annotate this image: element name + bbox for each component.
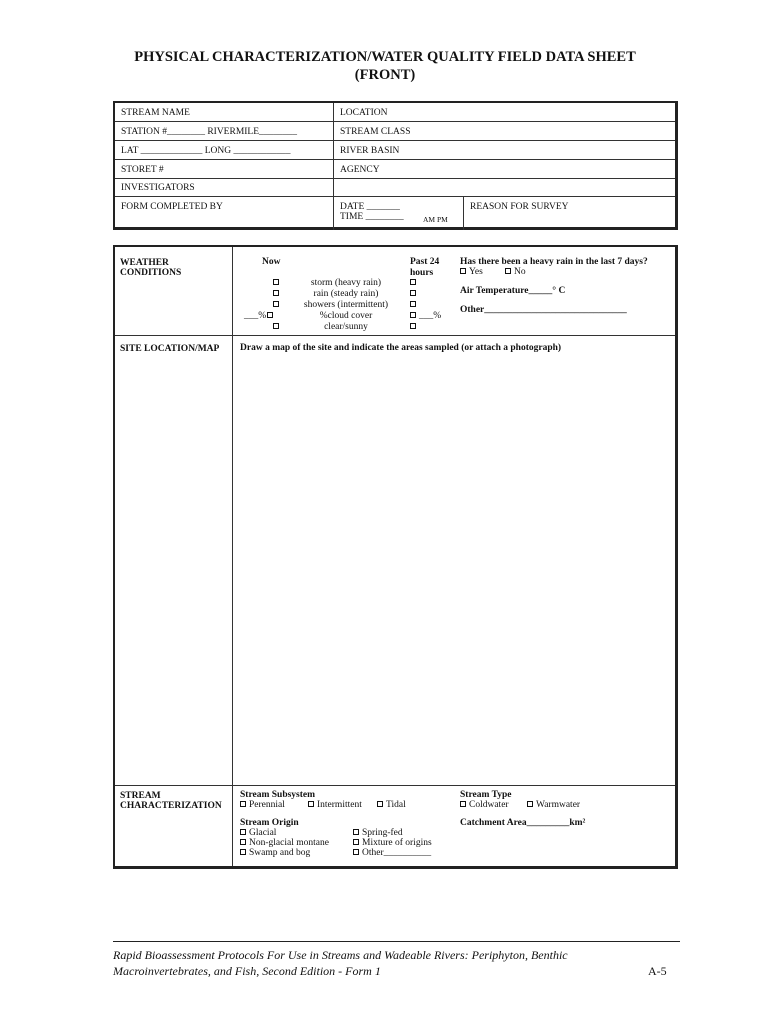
now-rain-checkbox[interactable] <box>273 289 282 300</box>
subsystem-tidal[interactable] <box>377 800 406 811</box>
now-showers-checkbox[interactable] <box>273 300 282 311</box>
past-storm-checkbox[interactable] <box>410 278 419 289</box>
now-cloud-pct[interactable] <box>244 311 276 322</box>
stream-subsystem-title: Stream Subsystem <box>240 790 316 800</box>
subsystem-perennial[interactable] <box>240 800 285 811</box>
stream-class-field[interactable]: STREAM CLASS <box>340 127 411 137</box>
type-coldwater[interactable] <box>460 800 509 811</box>
stream-type-title: Stream Type <box>460 790 512 800</box>
site-map-area[interactable] <box>235 357 675 782</box>
lat-long-field[interactable]: LAT _____________ LONG ____________ <box>121 146 291 156</box>
other-weather-field[interactable]: Other______________________________ <box>460 305 627 315</box>
catchment-area-field[interactable]: Catchment Area_________km² <box>460 818 586 828</box>
perennial-label: Perennial <box>249 800 285 810</box>
condition-storm: storm (heavy rain) <box>310 278 382 288</box>
page-number: A-5 <box>648 964 667 978</box>
condition-clear: clear/sunny <box>324 322 368 332</box>
origin-other-label: Other__________ <box>362 848 432 858</box>
heavy-rain-yes[interactable] <box>460 267 483 278</box>
no-label: No <box>514 267 526 277</box>
air-temperature-field[interactable]: Air Temperature_____° C <box>460 286 566 296</box>
now-storm-checkbox[interactable] <box>273 278 282 289</box>
condition-rain: rain (steady rain) <box>313 289 379 299</box>
past-cloud-pct[interactable] <box>410 311 441 322</box>
footer-citation-2: Macroinvertebrates, and Fish, Second Edition - Form 1 <box>113 964 381 978</box>
type-warmwater[interactable] <box>527 800 580 811</box>
coldwater-label: Coldwater <box>469 800 509 810</box>
warmwater-label: Warmwater <box>536 800 581 810</box>
weather-label-1: WEATHER <box>120 258 169 268</box>
tidal-label: Tidal <box>386 800 406 810</box>
location-field[interactable]: LOCATION <box>340 108 388 118</box>
yes-label: Yes <box>469 267 483 277</box>
agency-field[interactable]: AGENCY <box>340 165 380 175</box>
spring-fed-label: Spring-fed <box>362 828 403 838</box>
past-showers-checkbox[interactable] <box>410 300 419 311</box>
past24-heading-2: hours <box>410 268 434 278</box>
now-clear-checkbox[interactable] <box>273 322 282 333</box>
stream-label-1: STREAM <box>120 791 161 801</box>
intermittent-label: Intermittent <box>317 800 362 810</box>
reason-for-survey-field[interactable]: REASON FOR SURVEY <box>470 202 569 212</box>
main-table <box>113 245 678 869</box>
origin-other[interactable] <box>353 848 431 859</box>
mixture-label: Mixture of origins <box>362 838 432 848</box>
condition-showers: showers (intermittent) <box>303 300 389 310</box>
past-rain-checkbox[interactable] <box>410 289 419 300</box>
footer-citation-1: Rapid Bioassessment Protocols For Use in Streams and Wadeable Rivers: Periphyton, Benthic <box>113 948 568 962</box>
form-completed-by-field[interactable]: FORM COMPLETED BY <box>121 202 223 212</box>
site-location-label: SITE LOCATION/MAP <box>120 344 220 354</box>
past-clear-checkbox[interactable] <box>410 322 419 333</box>
glacial-label: Glacial <box>249 828 277 838</box>
origin-swamp[interactable] <box>240 848 310 859</box>
now-pct-text: ___% <box>244 311 267 321</box>
date-field[interactable]: DATE _______ <box>340 202 400 212</box>
station-rivermile-field[interactable]: STATION #________ RIVERMILE________ <box>121 127 298 137</box>
weather-label-2: CONDITIONS <box>120 268 182 278</box>
site-map-instruction: Draw a map of the site and indicate the areas sampled (or attach a photograph) <box>240 343 562 353</box>
header-table <box>113 101 678 230</box>
past24-heading-1: Past 24 <box>410 257 440 267</box>
page-title: PHYSICAL CHARACTERIZATION/WATER QUALITY FIELD DATA SHEET <box>134 49 636 65</box>
stream-origin-title: Stream Origin <box>240 818 299 828</box>
stream-label-2: CHARACTERIZATION <box>120 801 222 811</box>
non-glacial-label: Non-glacial montane <box>249 838 329 848</box>
stream-name-field[interactable]: STREAM NAME <box>121 108 190 118</box>
am-pm-label: AM PM <box>423 215 448 224</box>
heavy-rain-no[interactable] <box>505 267 526 278</box>
subsystem-intermittent[interactable] <box>308 800 362 811</box>
investigators-field[interactable]: INVESTIGATORS <box>121 183 195 193</box>
time-field[interactable]: TIME ________ <box>340 212 404 222</box>
river-basin-field[interactable]: RIVER BASIN <box>340 146 400 156</box>
now-heading: Now <box>262 257 281 267</box>
condition-cloud: %cloud cover <box>319 311 373 321</box>
swamp-label: Swamp and bog <box>249 848 311 858</box>
page-subtitle: (FRONT) <box>354 67 416 83</box>
storet-field[interactable]: STORET # <box>121 165 164 175</box>
footer-rule <box>113 941 680 942</box>
past-pct-text: ___% <box>419 311 442 321</box>
heavy-rain-question: Has there been a heavy rain in the last 7 days? <box>460 257 648 267</box>
